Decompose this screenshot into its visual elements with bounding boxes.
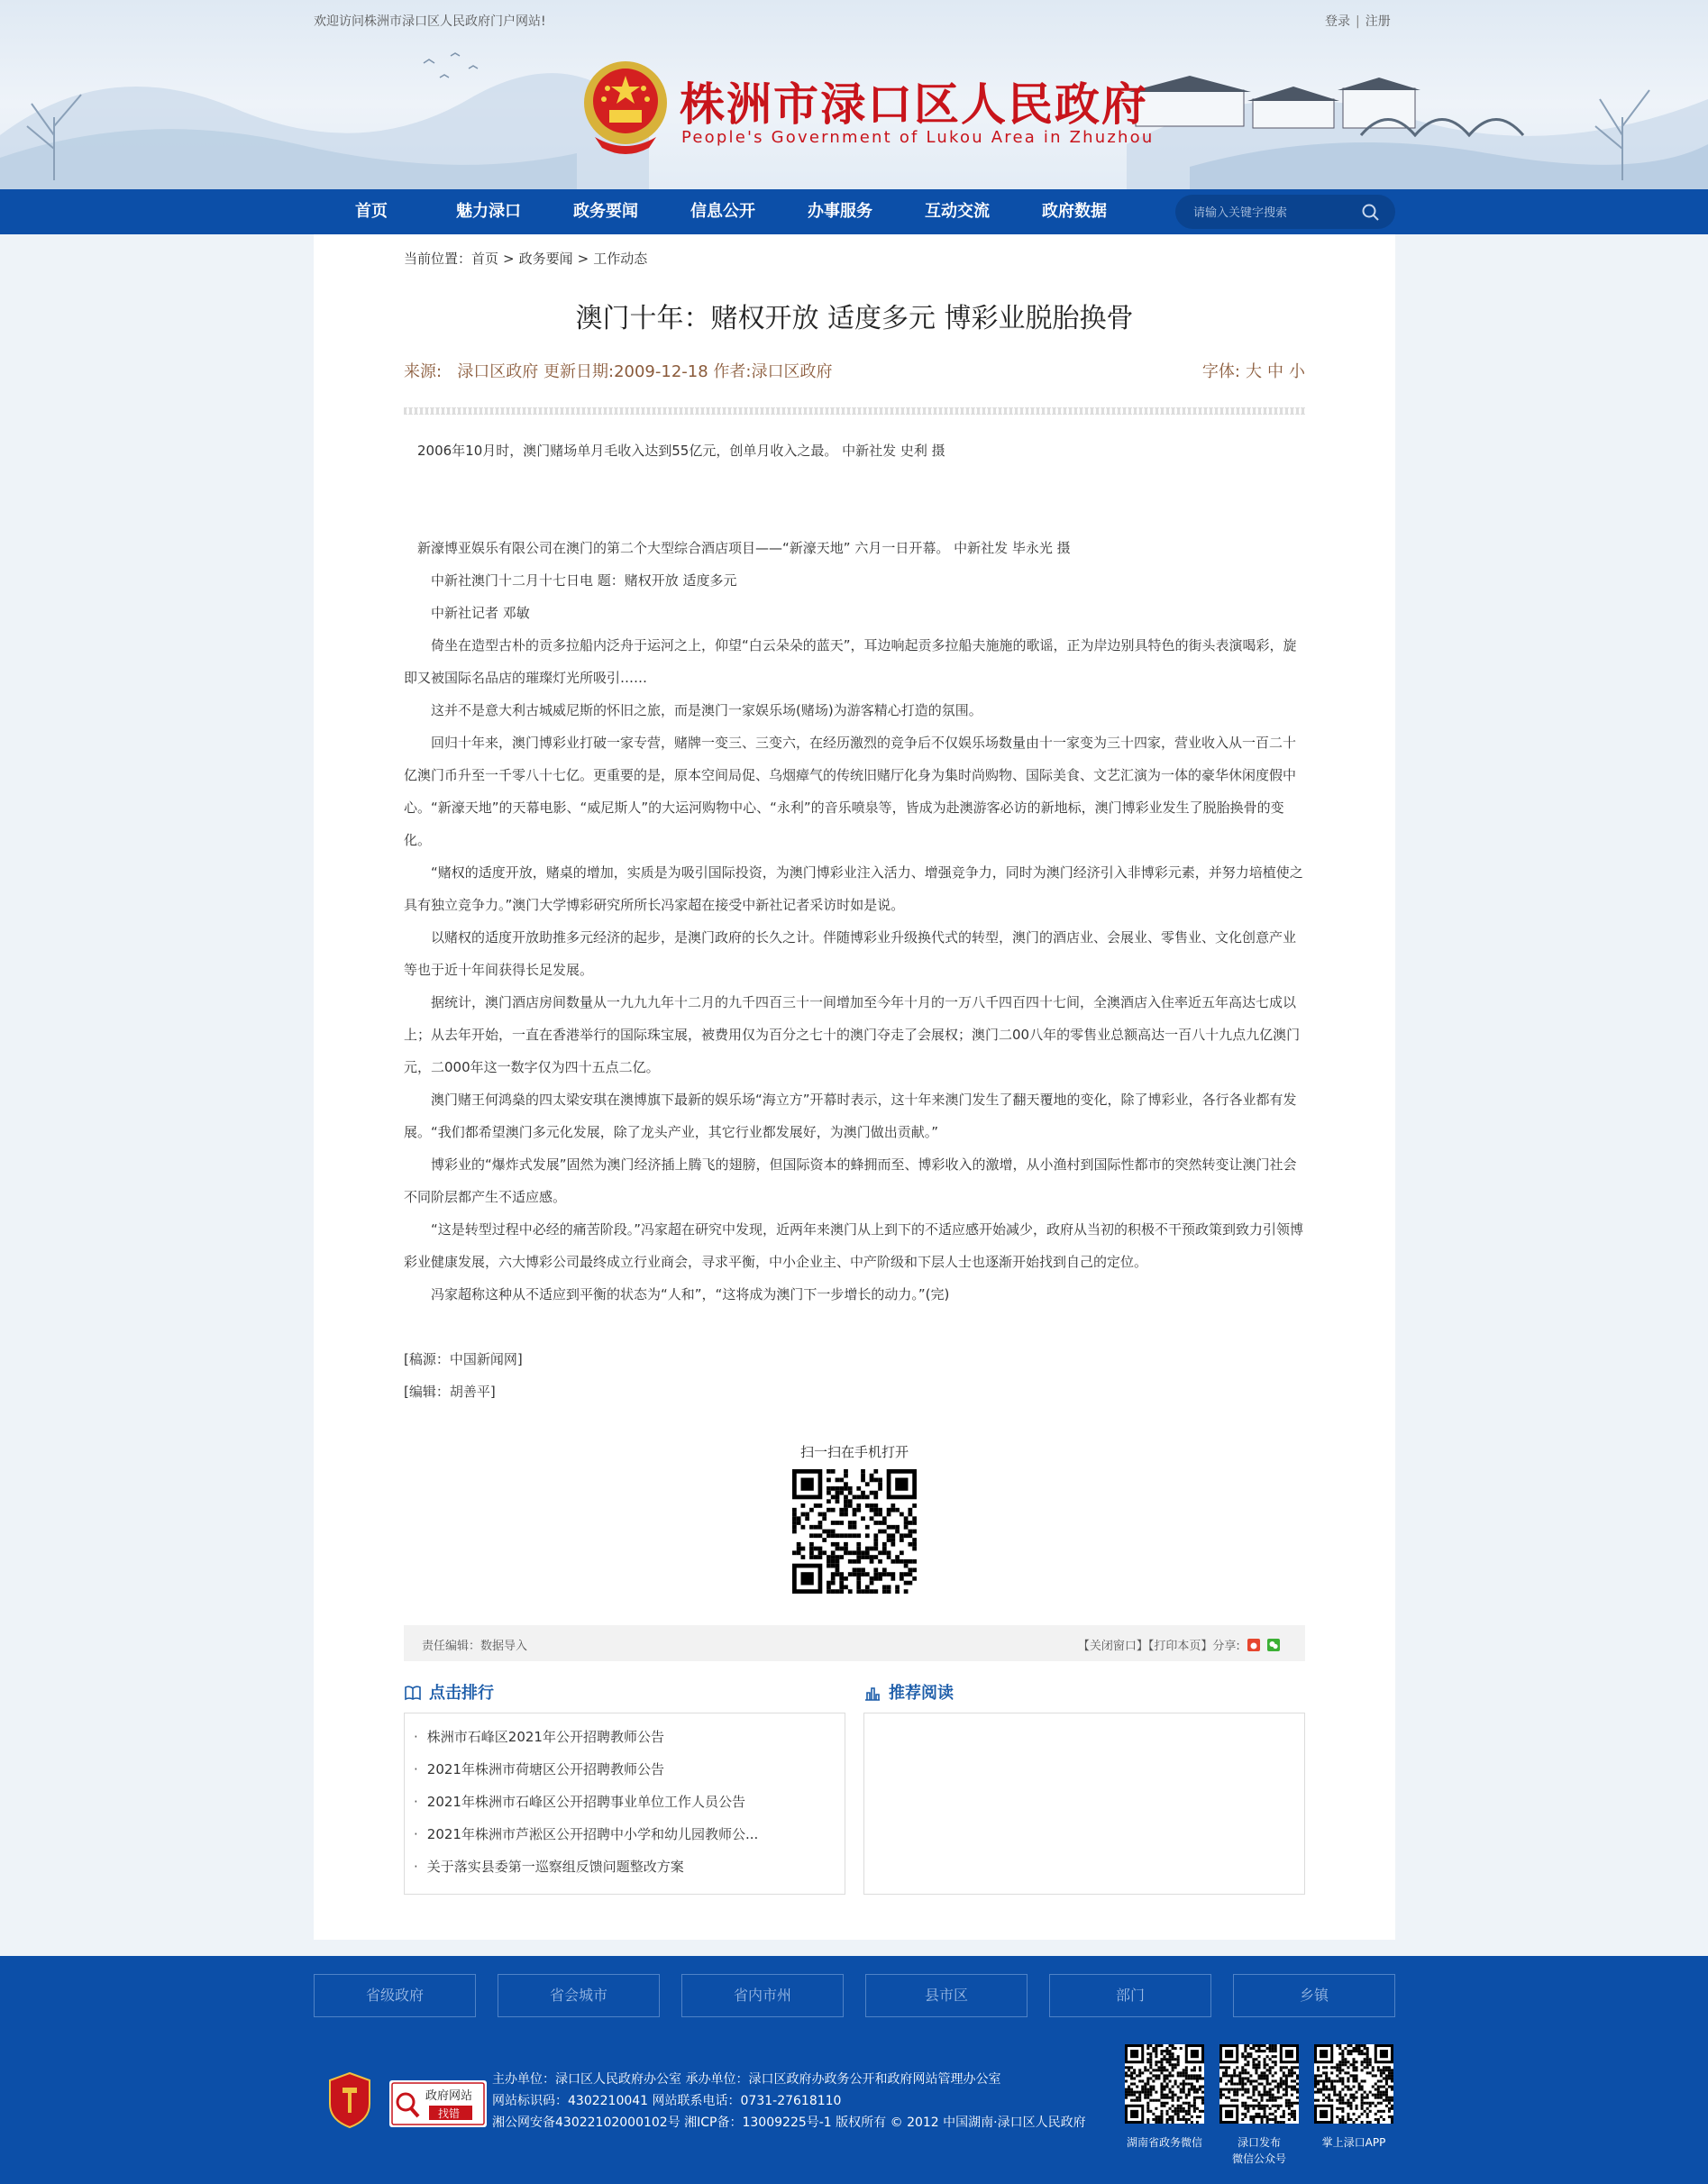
article-paragraph: 新濠博亚娱乐有限公司在澳门的第二个大型综合酒店项目——“新濠天地” 六月一日开幕。 中新社发 毕永光 摄 xyxy=(404,540,1071,556)
nav-item-news[interactable]: 政务要闻 xyxy=(573,202,638,221)
book-icon xyxy=(404,1685,422,1701)
breadcrumb xyxy=(404,249,647,268)
find-error-bottom-label: 找错 xyxy=(438,2107,461,2120)
article-title: 澳门十年：赌权开放 适度多元 博彩业脱胎换骨 xyxy=(575,303,1134,334)
nav-item-info[interactable]: 信息公开 xyxy=(690,202,755,221)
footer xyxy=(0,1956,1708,2184)
article-paragraph: [编辑：胡善平] xyxy=(404,1384,496,1400)
footer-link-counties[interactable]: 县市区 xyxy=(865,1974,1028,2017)
date-value: 2009-12-18 xyxy=(614,362,708,381)
bullet: · xyxy=(414,1859,418,1875)
breadcrumb-home[interactable]: 首页 xyxy=(471,251,499,267)
site-title-english: People's Government of Lukou Area in Zhuzhou xyxy=(681,128,1155,147)
article-paragraph: 这并不是意大利古城威尼斯的怀旧之旅，而是澳门一家娱乐场(赌场)为游客精心打造的氛围。 xyxy=(404,702,982,718)
font-large-button[interactable]: 大 xyxy=(1246,362,1262,381)
article-body xyxy=(404,434,1305,1408)
divider xyxy=(404,407,1305,415)
bar-chart-icon xyxy=(863,1685,881,1701)
source-label: 来源: xyxy=(404,362,443,381)
footer-info-line: 湘公网安备43022102000102号 湘ICP备：13009225号-1 版权所有 © 2012 中国湖南·渌口区人民政府 xyxy=(492,2115,1086,2130)
article-paragraph xyxy=(404,467,1305,499)
recommend-panel xyxy=(863,1713,1305,1895)
rank-list-item[interactable] xyxy=(414,1818,845,1850)
find-error-badge-icon[interactable] xyxy=(389,2080,487,2127)
search-input[interactable] xyxy=(1192,203,1357,223)
header-banner xyxy=(0,0,1708,189)
article-paragraph: 澳门赌王何鸿燊的四太梁安琪在澳博旗下最新的娱乐场“海立方”开幕时表示，这十年来澳门发生了翻天覆地的变化，除了博彩业，各行各业都有发展。“我们都希望澳门多元化发展，除了龙头产业，其它行业都发展好，为澳门做出贡献。” xyxy=(404,1092,1297,1140)
breadcrumb-news[interactable]: 政务要闻 xyxy=(518,251,573,267)
qr-label-provincial: 湖南省政务微信 xyxy=(1126,2136,1202,2149)
rank-list-item[interactable] xyxy=(414,1721,845,1753)
breadcrumb-separator: > xyxy=(577,251,589,267)
recommend-panel-title xyxy=(863,1680,954,1704)
footer-link-departments[interactable]: 部门 xyxy=(1049,1974,1211,2017)
footer-info xyxy=(492,2069,1086,2134)
nav-item-home[interactable]: 首页 xyxy=(355,202,388,221)
footer-link-towns[interactable]: 乡镇 xyxy=(1233,1974,1395,2017)
footer-link-province[interactable]: 省级政府 xyxy=(314,1974,476,2017)
article-tools xyxy=(1078,1636,1280,1653)
rank-title: 点击排行 xyxy=(429,1684,494,1703)
nav-item-charm[interactable]: 魅力渌口 xyxy=(456,202,521,221)
font-small-button[interactable]: 小 xyxy=(1289,362,1305,381)
user-links xyxy=(1325,12,1391,30)
search-box xyxy=(1175,195,1395,229)
content-card xyxy=(314,234,1395,1940)
breadcrumb-prefix: 当前位置： xyxy=(404,251,472,267)
bullet: · xyxy=(414,1794,418,1810)
main-nav xyxy=(0,189,1708,234)
article-paragraph: 回归十年来，澳门博彩业打破一家专营，赌牌一变三、三变六，在经历激烈的竞争后不仅娱乐场数量由十一家变为三十四家，营业收入从一百二十亿澳门币升至一千零八十七亿。更重要的是，原本空间局促、乌烟瘴气的传统旧赌厅化身为集时尚购物、国际美食、文艺汇演为一体的豪华休闲度假中心。“新濠天地”的天幕电影、“威尼斯人”的大运河购物中心、“永利”的音乐喷泉等，皆成为赴澳游客必访的新地标，澳门博彩业发生了脱胎换骨的变化。 xyxy=(404,735,1297,848)
article-meta xyxy=(404,359,832,382)
footer-link-cities[interactable]: 省内市州 xyxy=(681,1974,844,2017)
article-tools-links[interactable]: 【关闭窗口】【打印本页】分享: xyxy=(1077,1640,1240,1653)
qr-caption: 扫一扫在手机打开 xyxy=(799,1444,909,1460)
find-error-top-label: 政府网站 xyxy=(425,2089,473,2103)
article-paragraph: 2006年10月时，澳门赌场单月毛收入达到55亿元，创单月收入之最。 中新社发 史利 摄 xyxy=(404,443,945,459)
weibo-share-icon[interactable] xyxy=(1247,1639,1260,1651)
qr-label-app: 掌上渌口APP xyxy=(1321,2136,1386,2149)
rank-list xyxy=(405,1713,845,1883)
article-paragraph: “赌权的适度开放，赌桌的增加，实质是为吸引国际投资，为澳门博彩业注入活力、增强竞争力，同时为澳门经济引入非博彩元素，并努力培植使之具有独立竞争力。”澳门大学博彩研究所所长冯家超在接受中新社记者采访时如是说。 xyxy=(404,864,1303,913)
recommend-title: 推荐阅读 xyxy=(889,1684,954,1703)
rank-item-label: 2021年株洲市荷塘区公开招聘教师公告 xyxy=(426,1761,664,1777)
font-medium-button[interactable]: 中 xyxy=(1267,362,1283,381)
rank-panel-title xyxy=(404,1680,494,1704)
lukou-wechat-qr-image xyxy=(1219,2044,1299,2124)
source-value: 渌口区政府 xyxy=(457,362,539,381)
rank-panel xyxy=(404,1713,845,1895)
footer-info-line: 主办单位：渌口区人民政府办公室 承办单位：渌口区政府办政务公开和政府网站管理办公室 xyxy=(492,2072,1001,2087)
qr-code-image xyxy=(792,1469,917,1594)
rank-list-item[interactable] xyxy=(414,1753,845,1786)
article-paragraph: 博彩业的“爆炸式发展”固然为澳门经济插上腾飞的翅膀，但国际资本的蜂拥而至、博彩收入的激增，从小渔村到国际性都市的突然转变让澳门社会不同阶层都产生不适应感。 xyxy=(404,1156,1297,1205)
article-paragraph xyxy=(404,499,1305,532)
rank-item-label: 2021年株洲市石峰区公开招聘事业单位工作人员公告 xyxy=(426,1794,745,1810)
search-icon[interactable] xyxy=(1361,203,1381,223)
rank-list-item[interactable] xyxy=(414,1786,845,1818)
nav-item-data[interactable]: 政府数据 xyxy=(1042,202,1107,221)
article-paragraph: “这是转型过程中必经的痛苦阶段。”冯家超在研究中发现，近两年来澳门从上到下的不适应感开始减少，政府从当初的积极不干预政策到致力引领博彩业健康发展，六大博彩公司最终成立行业商会，寻求平衡，中小企业主、中产阶级和下层人士也逐渐开始找到自己的定位。 xyxy=(404,1221,1304,1270)
article-paragraph: 据统计，澳门酒店房间数量从一九九九年十二月的九千四百三十一间增加至今年十月的一万八千四百四十七间，全澳酒店入住率近五年高达七成以上；从去年开始，一直在香港举行的国际珠宝展，被费用仅为百分之七十的澳门夺走了会展权；澳门二00八年的零售业总额高达一百八十九点九亿澳门元，二000年这一数字仅为四十五点二亿。 xyxy=(404,994,1301,1075)
bullet: · xyxy=(414,1826,418,1842)
font-size-switcher xyxy=(1202,359,1305,382)
article-paragraph: 倚坐在造型古朴的贡多拉船内泛舟于运河之上，仰望“白云朵朵的蓝天”，耳边响起贡多拉船夫施施的歌谣，正为岸边别具特色的街头表演喝彩，旋即又被国际名品店的璀璨灯光所吸引…… xyxy=(404,637,1297,686)
login-link[interactable]: 登录 xyxy=(1325,14,1350,29)
site-title: 株洲市渌口区人民政府 xyxy=(680,78,1148,131)
party-gov-badge-icon[interactable] xyxy=(326,2071,373,2129)
article-paragraph: [稿源：中国新闻网] xyxy=(404,1351,523,1367)
rank-item-label: 株洲市石峰区2021年公开招聘教师公告 xyxy=(426,1729,664,1745)
rank-item-label: 2021年株洲市芦淞区公开招聘中小学和幼儿园教师公... xyxy=(426,1826,759,1842)
editor-bar xyxy=(404,1625,1305,1661)
nav-item-services[interactable]: 办事服务 xyxy=(808,202,872,221)
date-label: 更新日期: xyxy=(543,362,615,381)
author-value: 渌口区政府 xyxy=(751,362,833,381)
welcome-text: 欢迎访问株洲市渌口区人民政府门户网站! xyxy=(314,14,546,29)
footer-link-capital[interactable]: 省会城市 xyxy=(498,1974,660,2017)
nav-item-interaction[interactable]: 互动交流 xyxy=(925,202,990,221)
provincial-wechat-qr-image xyxy=(1125,2044,1204,2124)
article-paragraph: 中新社澳门十二月十七日电 题：赌权开放 适度多元 xyxy=(404,572,737,589)
register-link[interactable]: 注册 xyxy=(1365,14,1391,29)
article-paragraph: 中新社记者 邓敏 xyxy=(404,605,530,621)
footer-info-line: 网站标识码：4302210041 网站联系电话：0731-27618110 xyxy=(492,2094,842,2108)
rank-list-item[interactable] xyxy=(414,1850,845,1883)
qr-label-lukou-wechat: 渌口发布 微信公众号 xyxy=(1231,2136,1286,2165)
wechat-share-icon[interactable] xyxy=(1267,1639,1280,1651)
article-paragraph xyxy=(404,1311,1305,1343)
font-size-label: 字体: xyxy=(1201,362,1240,381)
responsible-editor: 责任编辑：数据导入 xyxy=(422,1640,528,1653)
author-label: 作者: xyxy=(713,362,752,381)
lukou-app-qr-image xyxy=(1314,2044,1393,2124)
breadcrumb-work[interactable]: 工作动态 xyxy=(593,251,648,267)
user-links-separator: | xyxy=(1356,14,1360,29)
bullet: · xyxy=(414,1761,418,1777)
article-paragraph: 冯家超称这种从不适应到平衡的状态为“人和”，“这将成为澳门下一步增长的动力。”(完) xyxy=(404,1286,950,1302)
breadcrumb-separator: > xyxy=(503,251,515,267)
bullet: · xyxy=(414,1729,418,1745)
rank-item-label: 关于落实县委第一巡察组反馈问题整改方案 xyxy=(426,1859,684,1875)
article-paragraph: 以赌权的适度开放助推多元经济的起步，是澳门政府的长久之计。伴随博彩业升级换代式的转型，澳门的酒店业、会展业、零售业、文化创意产业等也于近十年间获得长足发展。 xyxy=(404,929,1297,978)
national-emblem-icon xyxy=(577,56,674,155)
